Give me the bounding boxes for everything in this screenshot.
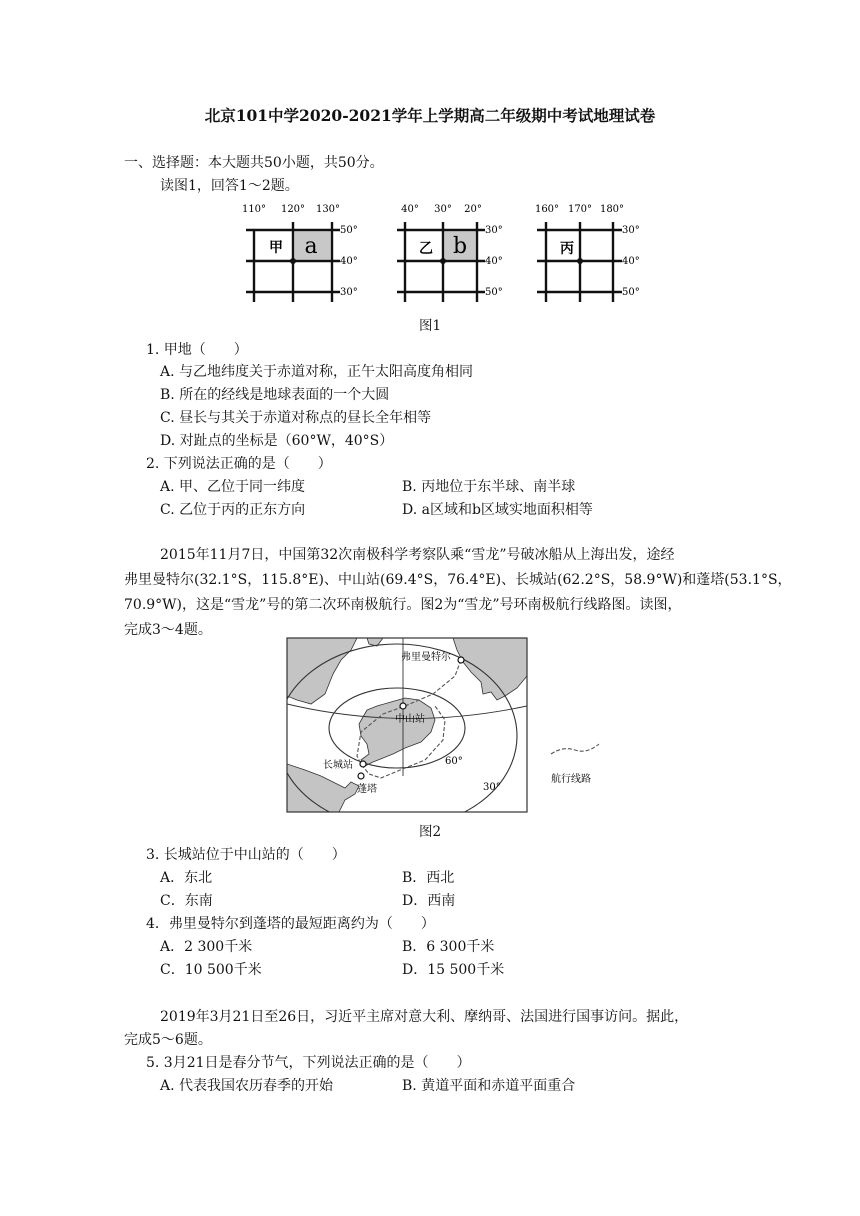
- q1-option-c: C. 昼长与其关于赤道对称点的昼长全年相等: [160, 410, 432, 426]
- fig1-lat-label: 50°: [622, 287, 640, 298]
- fig1-lon-label: 120°: [280, 204, 306, 215]
- figure-1-caption: 图1: [418, 318, 442, 334]
- q3-option-a: A．东北: [160, 870, 213, 886]
- fig1-lon-label: 130°: [315, 204, 341, 215]
- fig1-lon-label: 170°: [567, 204, 593, 215]
- fig1-lat-label: 30°: [340, 287, 358, 298]
- passage-2-line-1: 2015年11月7日，中国第32次南极科学考察队乘“雪龙”号破冰船从上海出发，途经: [160, 547, 675, 563]
- fig1-lat-label: 40°: [340, 256, 358, 267]
- fig1-lon-label: 110°: [241, 204, 267, 215]
- section-heading: 一、选择题：本大题共50小题，共50分。: [124, 155, 384, 171]
- australia-landmass: [453, 638, 527, 700]
- fig1-panel-1: [242, 204, 358, 302]
- question-1-stem: 1. 甲地（ ）: [146, 342, 248, 358]
- figure-2-route-map: [285, 636, 605, 816]
- label-lat-30: 30°: [483, 782, 501, 793]
- q1-option-b: B. 所在的经线是地球表面的一个大圆: [160, 387, 390, 403]
- label-fremantle: 弗里曼特尔: [401, 652, 451, 663]
- fig1-lat-label: 50°: [485, 287, 503, 298]
- passage-2-line-2: 弗里曼特尔(32.1°S，115.8°E)、中山站(69.4°S，76.4°E)、长城站(62.2°S，58.9°W)和蓬塔(53.1°S，: [124, 572, 792, 588]
- fig1-lat-label: 40°: [622, 256, 640, 267]
- q4-option-d: D．15 500千米: [402, 962, 505, 978]
- fig1-lat-label: 30°: [622, 225, 640, 236]
- q2-option-a: A. 甲、乙位于同一纬度: [160, 479, 306, 495]
- fig1-lon-label: 160°: [534, 204, 560, 215]
- question-5-stem: 5. 3月21日是春分节气，下列说法正确的是（ ）: [146, 1055, 471, 1071]
- passage-2-line-3: 70.9°W)，这是“雪龙”号的第二次环南极航行。图2为“雪龙”号环南极航行线路图。读图，: [124, 597, 682, 613]
- legend-label: 航行线路: [551, 774, 591, 785]
- antarctica-landmass: [359, 698, 435, 766]
- fig1-panel-3: [535, 204, 640, 302]
- q2-option-d: D. a区域和b区域实地面积相等: [402, 502, 593, 518]
- q1-option-a: A. 与乙地纬度关于赤道对称，正午太阳高度角相同: [160, 364, 474, 380]
- label-changcheng-station: 长城站: [323, 760, 353, 771]
- label-punta: 蓬塔: [357, 784, 377, 795]
- region-label-b: b: [452, 234, 468, 259]
- question-3-stem: 3. 长城站位于中山站的（ ）: [146, 847, 346, 863]
- point-label-yi: 乙: [419, 241, 433, 257]
- q5-option-a: A. 代表我国农历春季的开始: [160, 1078, 334, 1094]
- q3-option-d: D．西南: [402, 893, 456, 909]
- label-lat-60: 60°: [445, 756, 463, 767]
- fig1-lat-label: 30°: [485, 225, 503, 236]
- q1-option-d: D. 对趾点的坐标是（60°W，40°S）: [160, 433, 394, 449]
- figure-1: [240, 200, 660, 310]
- legend-route-symbol: [551, 744, 599, 754]
- question-4-stem: 4．弗里曼特尔到蓬塔的最短距离约为（ ）: [146, 916, 435, 932]
- fig1-lat-label: 50°: [340, 225, 358, 236]
- figure-2-caption: 图2: [418, 824, 442, 840]
- q4-option-c: C．10 500千米: [160, 962, 262, 978]
- q3-option-c: C．东南: [160, 893, 213, 909]
- q2-option-c: C. 乙位于丙的正东方向: [160, 502, 306, 518]
- fig1-lon-label: 40°: [401, 204, 419, 215]
- passage-2-line-4: 完成3～4题。: [124, 622, 212, 638]
- question-2-stem: 2. 下列说法正确的是（ ）: [146, 456, 332, 472]
- q3-option-b: B．西北: [402, 870, 455, 886]
- label-zhongshan-station: 中山站: [395, 714, 425, 725]
- point-label-bing: 丙: [560, 241, 574, 257]
- region-label-a: a: [304, 234, 318, 259]
- passage-3-line-1: 2019年3月21日至26日，习近平主席对意大利、摩纳哥、法国进行国事访问。据此，: [160, 1009, 689, 1025]
- page-title: 北京101中学2020-2021学年上学期高二年级期中考试地理试卷: [204, 106, 656, 125]
- passage-3-line-2: 完成5～6题。: [124, 1032, 212, 1048]
- fig1-panel-2: [397, 204, 503, 302]
- africa-landmass: [287, 638, 357, 704]
- fig1-lon-label: 180°: [599, 204, 625, 215]
- fig1-lon-label: 20°: [464, 204, 482, 215]
- fig1-lat-label: 40°: [485, 256, 503, 267]
- fig1-lon-label: 30°: [434, 204, 452, 215]
- q5-option-b: B. 黄道平面和赤道平面重合: [402, 1078, 576, 1094]
- intro-text: 读图1，回答1～2题。: [160, 178, 299, 194]
- q2-option-b: B. 丙地位于东半球、南半球: [402, 479, 576, 495]
- point-label-jia: 甲: [269, 240, 283, 256]
- q4-option-b: B．6 300千米: [402, 939, 495, 955]
- q4-option-a: A．2 300千米: [160, 939, 253, 955]
